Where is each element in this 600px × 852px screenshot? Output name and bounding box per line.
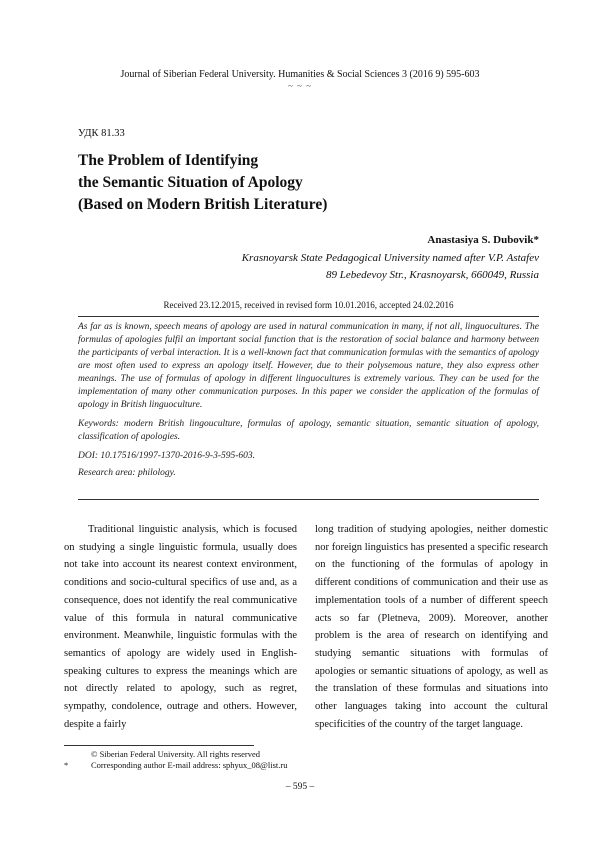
doi: DOI: 10.17516/1997-1370-2016-9-3-595-603. [78, 451, 256, 461]
abstract-area [78, 321, 539, 480]
header-ornament: ~ ~ ~ [287, 81, 313, 91]
body-column-left [64, 521, 297, 733]
footnotes [64, 749, 287, 770]
research-area: Research area: philology. [78, 468, 176, 478]
footnote-copyright: © Siberian Federal University. All rights reserved [91, 749, 261, 759]
author-name: Anastasiya S. Dubovik* [427, 234, 539, 246]
body-paragraph-right: long tradition of studying apologies, neither domestic nor foreign linguistics has presented a specific research on the functioning of the formulas of apology in different conditions of communication and their use as implementation tools of a number of different speech acts so far (Pletneva, 2009). Moreover, another problem is the area of research on identifying and studying semantic situations with formulas of apologies or semantic situations of apology, as well as the translation of these formulas and situations into other languages taking into account the cultural specificities of the country of the target language. [315, 524, 548, 730]
abstract-top-rule [78, 316, 539, 317]
title-line-2: the Semantic Situation of Apology [78, 174, 303, 191]
body-column-right [315, 521, 548, 733]
author-address: 89 Lebedevoy Str., Krasnoyarsk, 660049, Russia [326, 269, 539, 281]
received-dates: Received 23.12.2015, received in revised form 10.01.2016, accepted 24.02.2016 [163, 300, 454, 310]
article-title [78, 150, 518, 216]
author-affiliation: Krasnoyarsk State Pedagogical University named after V.P. Astafev [241, 251, 539, 264]
abstract-bottom-rule [78, 499, 539, 500]
abstract-text: As far as is known, speech means of apology are used in natural communication in many, if not all, linguocultures. The formulas of apologies fulfil an important social function that is the restoration of social balance and harmony between the participants of verbal interaction. It is a well-known fact that communication formulas with the semantics of apology are most often used to express an apology itself. However, due to their polysemous nature, they also express other meanings. The use of formulas of apology in different linguocultures is extremely various. They can be used for the implementation of many other communication purposes. In this paper we consider the application of the formulas of apology in British linguoculture. [78, 322, 539, 410]
footnote-asterisk: * [64, 759, 69, 770]
author-block [242, 232, 539, 285]
footnote-rule [64, 745, 254, 746]
title-line-3: (Based on Modern British Literature) [78, 196, 328, 213]
page-number: – 595 – [285, 782, 315, 792]
keywords: Keywords: modern British lingouculture, formulas of apology, semantic situation, semantic situation of apology, classification of apologies. [78, 419, 539, 442]
body-paragraph-left: Traditional linguistic analysis, which is focused on studying a single linguistic formula, usually does not take into account its nearest context environment, conditions and socio-cultural specifics of use and, as a consequence, does not identify the real communicative value of this formula in natural communicative environment. Meanwhile, linguistic formulas with the semantics of apology are widely used in English-speaking cultures to express the meanings which are not directly related to apology, such as regret, sympathy, condolence, outrage and others. However, despite a fairly [64, 524, 297, 730]
footnote-corresponding: * Corresponding author E-mail address: sphyux_08@list.ru [64, 759, 288, 770]
journal-header: Journal of Siberian Federal University. Humanities & Social Sciences 3 (2016 9) 595-603 [120, 69, 480, 80]
title-line-1: The Problem of Identifying [78, 152, 259, 169]
udc-code: УДК 81.33 [78, 128, 125, 139]
